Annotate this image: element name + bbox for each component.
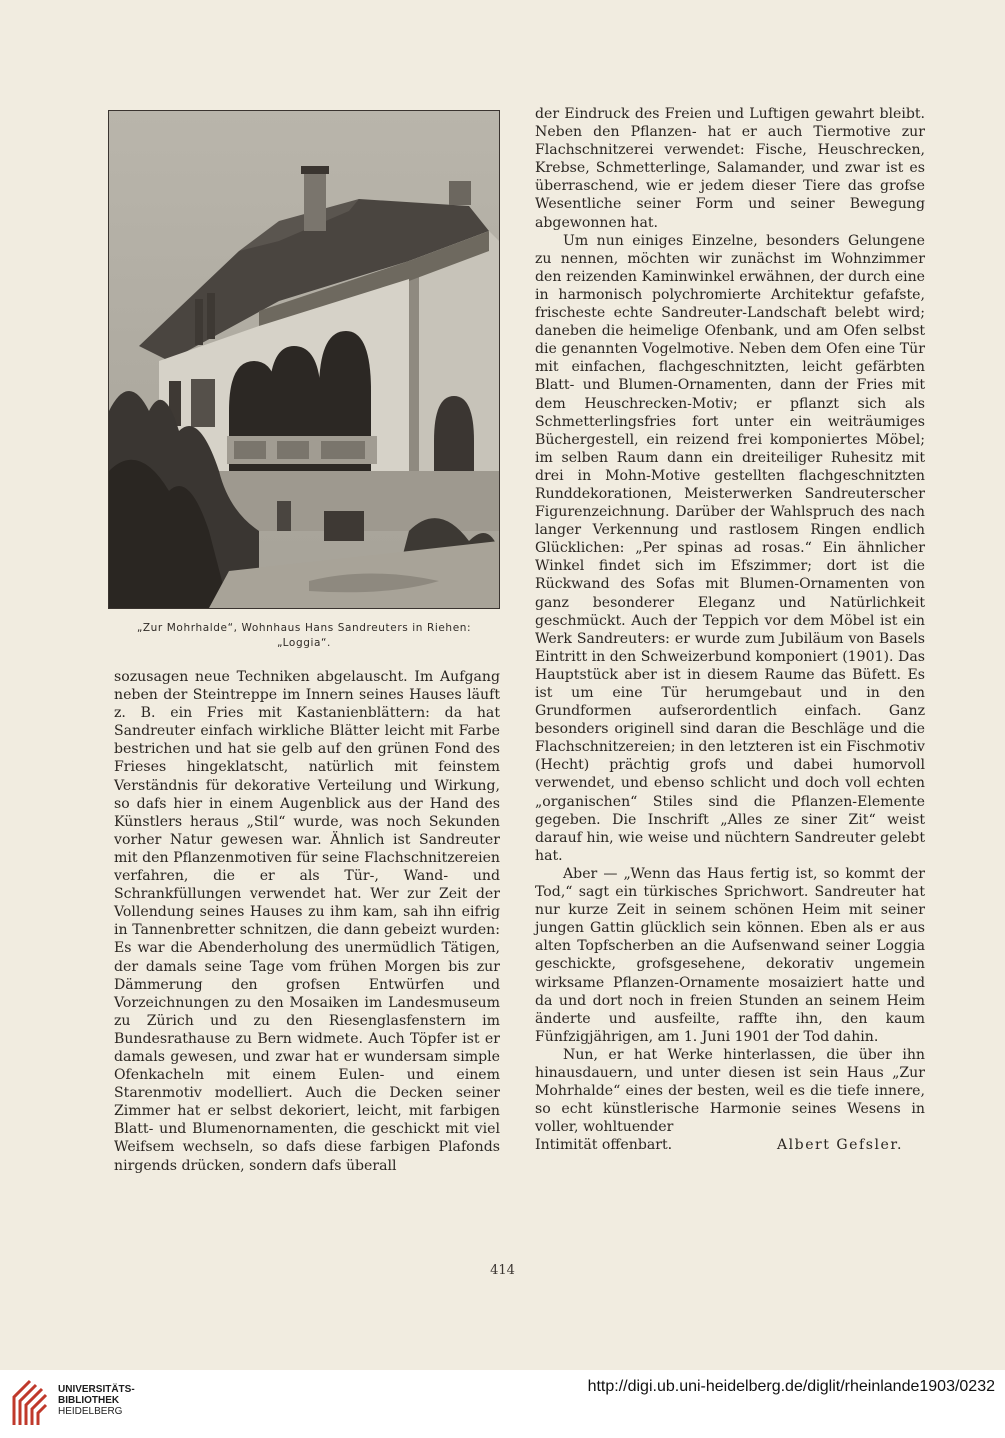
right-paragraph-2: Um nun einiges Einzelne, besonders Gelungene zu nennen, möchten wir zunächst im Wohnzimmer den reizenden Kaminwinkel erwähnen, der durch eine in harmonisch polychromierte Architektur gefafste, frischeste echte Sandreuter-Landschaft belebt wird; daneben die heimelige Ofenbank, und am Ofen selbst die genannten Vogelmotive. Neben dem Ofen eine Tür mit einfachen, flachgeschnitzten, leicht gefärbten Blatt- und Blumen-Ornamenten, dann der Fries mit dem Heuschrecken-Motiv; er pflanzt sich als Schmetterlingsfries fort unter ein weiträumiges Büchergestell, ein reizend frei komponiertes Möbel; im selben Raum dann ein dreiteiliger Ruhesitz mit drei in Mohn-Motive gestellten flachgeschnitzten Runddekorationen, Meisterwerken Sandreuterscher Figurenzeichnung. Darüber der Wahlspruch des nach langer Verkennung und rastlosem Ringen endlich Glücklichen: „Per spinas ad rosas.“ Ein ähnlicher Winkel findet sich im Efszimmer; dort ist die Rückwand des Sofas mit Blumen-Ornamenten von ganz besonderer Eleganz und Natürlichkeit geschmückt. Auch der Teppich vor dem Möbel ist ein Werk Sandreuters: er wurde zum Jubiläum von Basels Eintritt in den Schweizerbund komponiert (1901). Das Hauptstück aber ist in diesem Raume das Büfett. Es ist um eine Tür herumgebaut und in den Grundformen aufserordentlich einfach. Ganz besonders originell sind daran die Beschläge und die Flachschnitzereien; in den letzteren ist ein Fischmotiv (Hecht) prächtig grofs und dabei humorvoll verwendet, und ebenso schlicht und doch voll echten „organischen“ Stiles sind die Pflanzen-Elemente gegeben. Die Inschrift „Alles ze siner Zit“ weist darauf hin, wie weise und nüchtern Sandreuter gelebt hat.: [535, 232, 925, 864]
page-number: 414: [490, 1263, 515, 1278]
right-paragraph-1: der Eindruck des Freien und Luftigen gewahrt bleibt. Neben den Pflanzen- hat er auch Tiermotive zur Flachschnitzerei verwendet: Fische, Heuschrecken, Krebse, Schmetterlinge, Salamander, und zwar ist es überraschend, wie er jedem dieser Tiere das grofse Wesentliche seiner Form und seiner Bewegung abgewonnen hat.: [535, 106, 925, 231]
caption-line-1: „Zur Mohrhalde“, Wohnhaus Hans Sandreuters in Riehen:: [136, 622, 472, 634]
library-name: [58, 1384, 135, 1417]
right-paragraph-4: Nun, er hat Werke hinterlassen, die über ihn hinausdauern, und unter diesen ist sein Haus „Zur Mohrhalde“ eines der besten, weil es die tiefe innere, so echt künstlerische Harmonie seines Wesens in voller, wohltuender: [535, 1046, 925, 1136]
closing-text: Intimität offenbart.: [535, 1137, 673, 1154]
villa-photograph: [108, 110, 500, 609]
closing-line: [535, 1136, 925, 1154]
source-url-link[interactable]: http://digi.ub.uni-heidelberg.de/diglit/rheinlande1903/0232: [587, 1378, 995, 1395]
library-line-2: BIBLIOTHEK: [58, 1395, 120, 1406]
figure-caption: [108, 621, 500, 651]
library-line-3: HEIDELBERG: [58, 1406, 123, 1417]
university-library-logo-icon: [10, 1377, 50, 1429]
villa-loggia-image: [109, 111, 499, 608]
right-text-column: [535, 105, 925, 1154]
right-paragraph-3: Aber — „Wenn das Haus fertig ist, so kommt der Tod,“ sagt ein türkisches Sprichwort. Sandreuter hat nur kurze Zeit in seinem schönen Heim mit seiner jungen Gattin glücklich sein können. Eben als er aus alten Topfscherben an die Aufsenwand seiner Loggia geschickte, grofsgesehene, dekorativ ungemein wirksame Pflanzen-Ornamente mosaiziert hatte und da und dort noch in freien Stunden an seinem Heim änderte und ausfeilte, raffte ihn, den kaum Fünfzigjährigen, am 1. Juni 1901 der Tod dahin.: [535, 865, 925, 1045]
author-signature: Albert Gefsler.: [777, 1137, 903, 1154]
left-paragraph-1: sozusagen neue Techniken abgelauscht. Im Aufgang neben der Steintreppe im Innern seines Hauses läuft z. B. ein Fries mit Kastanienblättern: da hat Sandreuter einfach wirkliche Blätter leicht mit Farbe bestrichen und hat sie gelb auf den grünen Fond des Frieses hingeklatscht, natürlich mit feinstem Verständnis für dekorative Verteilung und Wirkung, so dafs hier in einem Augenblick aus der Hand des Künstlers heraus „Stil“ wurde, was noch Sekunden vorher Natur gewesen war. Ähnlich ist Sandreuter mit den Pflanzenmotiven für seine Flachschnitzereien verfahren, die er als Tür-, Wand- und Schrankfüllungen verwendet hat. Wer zur Zeit der Vollendung seines Hauses zu ihm kam, sah ihn eifrig in Tannenbretter schnitzen, die dann gebeizt wurden: Es war die Abenderholung des unermüdlich Tätigen, der damals seine Tage vom frühen Morgen bis zur Dämmerung den grofsen Entwürfen und Vorzeichnungen zu den Mosaiken im Landesmuseum zu Zürich und zu den Riesenglasfenstern im Bundesrathause zu Bern widmete. Auch Töpfer ist er damals gewesen, und zwar hat er wundersam simple Ofenkacheln mit einem Eulen- und einem Starenmotiv modelliert. Auch die Decken seiner Zimmer hat er selbst dekoriert, leicht, mit farbigen Blatt- und Blumenornamenten, die geschickt mit viel Weifsem wechseln, so dafs diese farbigen Plafonds nirgends drücken, sondern dafs überall: [114, 669, 500, 1174]
caption-line-2: „Loggia“.: [276, 637, 331, 649]
left-text-column: [114, 668, 500, 1175]
library-line-1: UNIVERSITÄTS-: [58, 1384, 135, 1395]
